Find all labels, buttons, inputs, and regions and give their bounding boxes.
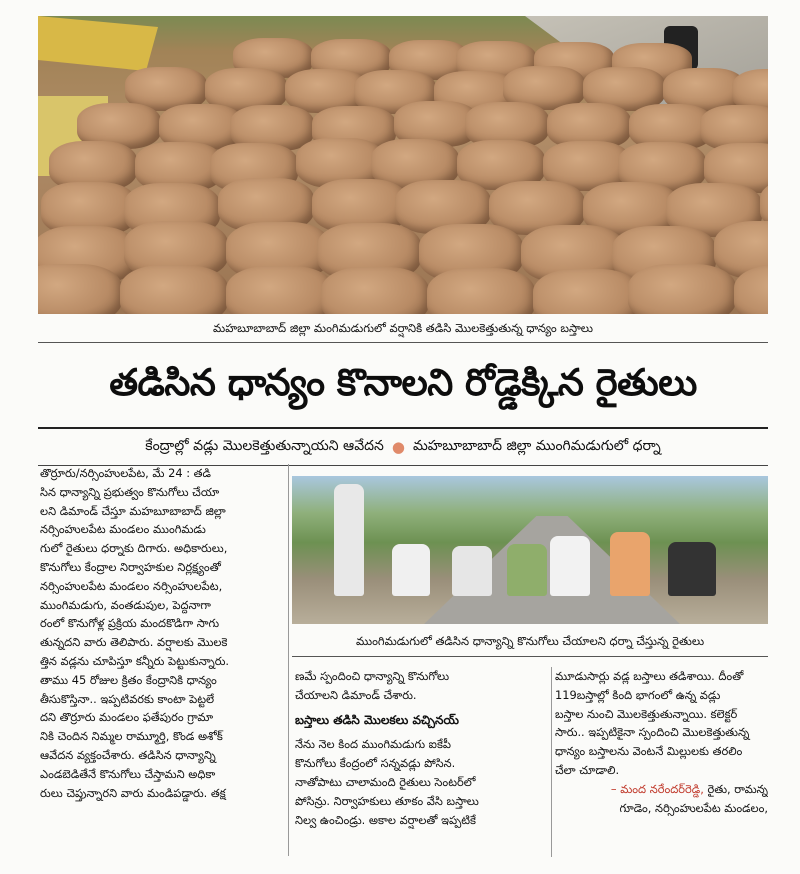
grain-sack	[120, 265, 228, 314]
text-line: ఎండబెడితేనే కొనుగోలు చేస్తామని అధికా	[40, 766, 216, 781]
text-line: 119బస్తాల్లో కింది భాగంలో ఉన్న వడ్లు	[555, 687, 721, 702]
text-line: తొర్రూరు/నర్సింహులపేట, మే 24 : తడి	[40, 466, 211, 480]
text-line: బస్తాల నుంచి మొలకెత్తుతున్నాయి. కలెక్టర్	[555, 706, 738, 721]
signature-line: గూడెం, నర్సింహులపేట మండలం,	[619, 800, 768, 815]
text-line: పోసిన్రు. నిర్వాహకులు తూకం వేసి బస్తాలు	[295, 793, 479, 808]
text-line: మూడుసార్లు వడ్ల బస్తాలు తడిశాయి. దీంతో	[555, 669, 744, 683]
column-divider	[551, 667, 552, 857]
article-column-2	[295, 667, 547, 829]
text-line: నికి చెందిన నిమ్మల రామ్మూర్తి, కొండ అశోక్	[40, 729, 223, 744]
section-subheading: బస్తాలు తడిసి మొలకలు వచ్చినయ్	[295, 712, 459, 727]
protester-figure	[610, 532, 650, 596]
grain-sack	[427, 268, 535, 314]
subheadline-right: మహబూబాబాద్ జిల్లా ముంగిమడుగులో ధర్నా	[412, 437, 661, 454]
photo-caption: మహబూబాబాద్ జిల్లా మంగిమడుగులో వర్షానికి తడిసి మొలకెత్తుతున్న ధాన్యం బస్తాలు	[38, 314, 768, 343]
text-line: త్తిన వడ్లను చూపిస్తూ కన్నీరు పెట్టుకున్నారు.	[40, 653, 230, 668]
grain-sack	[533, 269, 641, 314]
text-line: రంలో కొనుగోళ్ల ప్రక్రియ మందకొడిగా సాగు	[40, 616, 220, 631]
article-column-1	[40, 464, 283, 802]
text-line: నర్సింహులపేట మండలం నర్సింహులపేట,	[40, 578, 223, 593]
farmers-protest-photo	[292, 476, 768, 624]
article-column-3	[555, 667, 768, 817]
text-line: తాము 45 రోజుల క్రితం కేంద్రానికి ధాన్యం	[40, 672, 217, 687]
text-line: చేయాలని డిమాండ్ చేశారు.	[295, 687, 417, 702]
text-line: కొనుగోలు కేంద్రంలో సన్నవడ్లు పోసిన.	[295, 756, 456, 771]
grain-sacks-photo	[38, 16, 768, 314]
text-line: లని డిమాండ్ చేస్తూ మహబూబాబాద్ జిల్లా	[40, 503, 226, 518]
subheadline	[38, 427, 768, 466]
text-line: నాతోపాటు చాలామంది రైతులు సెంటర్‌లో	[295, 774, 476, 789]
text-line: తున్నదని వారు తెలిపారు. వర్షాలకు మొలకె	[40, 635, 228, 650]
text-line: కొనుగోలు కేంద్రాల నిర్వాహకుల నిర్లక్ష్యంతో	[40, 559, 221, 574]
photo2-caption: ముంగిమడుగులో తడిసిన ధాన్యాన్ని కొనుగోలు చేయాలని ధర్నా చేస్తున్న రైతులు	[292, 626, 768, 657]
signature-line	[555, 780, 768, 799]
grain-sack	[628, 264, 736, 314]
text-line: నిల్వ ఉంచిండ్రు. అకాల వర్షాలతో ఇప్పటికే	[295, 812, 476, 827]
protester-figure	[392, 544, 430, 596]
protester-figure	[668, 542, 716, 596]
text-line: ణమే స్పందించి ధాన్యాన్ని కొనుగోలు	[295, 669, 450, 683]
text-line: సారు.. ఇప్పటికైనా స్పందించి మొలకెత్తుతున్న	[555, 725, 750, 740]
column-divider	[288, 464, 289, 856]
grain-sack	[321, 267, 429, 314]
bullet-icon: ●	[391, 438, 405, 456]
text-line: నేను నెల కింద ముంగిమడుగు ఐకేపీ	[295, 737, 451, 752]
text-line: ధాన్యం బస్తాలను వెంటనే మిల్లులకు తరలిం	[555, 744, 743, 759]
signature-name: – మంద నరేందర్‌రెడ్డి,	[610, 781, 704, 796]
protester-figure	[507, 544, 547, 596]
protester-figure	[550, 536, 590, 596]
text-line: రులు చెప్తున్నారని వారు మండిపడ్డారు. తక్ష	[40, 785, 226, 800]
text-line: దని తొర్రూరు మండలం ఫతేపురం గ్రామా	[40, 710, 214, 725]
tarp-shape	[38, 16, 158, 71]
text-line: ముంగిమడుగు, వంతడుపుల, పెద్దనాగా	[40, 597, 211, 612]
headline: తడిసిన ధాన్యం కొనాలని రోడ్డెక్కిన రైతులు	[109, 361, 697, 404]
text-line: ఆవేదన వ్యక్తంచేశారు. తడిసిన ధాన్యాన్ని	[40, 747, 216, 762]
text-line: తీసుకొస్తినా.. ఇప్పటివరకు కాంటా పెట్టలే	[40, 691, 215, 706]
grain-sack	[38, 264, 122, 314]
protester-figure	[452, 546, 492, 596]
text-line: నర్సింహులపేట మండలం ముంగిమడు	[40, 522, 206, 537]
text-line: గులో రైతులు ధర్నాకు దిగారు. అధికారులు,	[40, 541, 228, 556]
protester-figure	[334, 484, 364, 596]
text-line: సిన ధాన్యాన్ని ప్రభుత్వం కొనుగోలు చేయా	[40, 484, 220, 499]
subheadline-left: కేంద్రాల్లో వడ్లు మొలకెత్తుతున్నాయని ఆవేదన	[145, 437, 384, 454]
grain-sack	[226, 266, 334, 314]
text-line: చేలా చూడాలి.	[555, 762, 620, 777]
signature-role: రైతు, రామన్న	[703, 781, 768, 796]
